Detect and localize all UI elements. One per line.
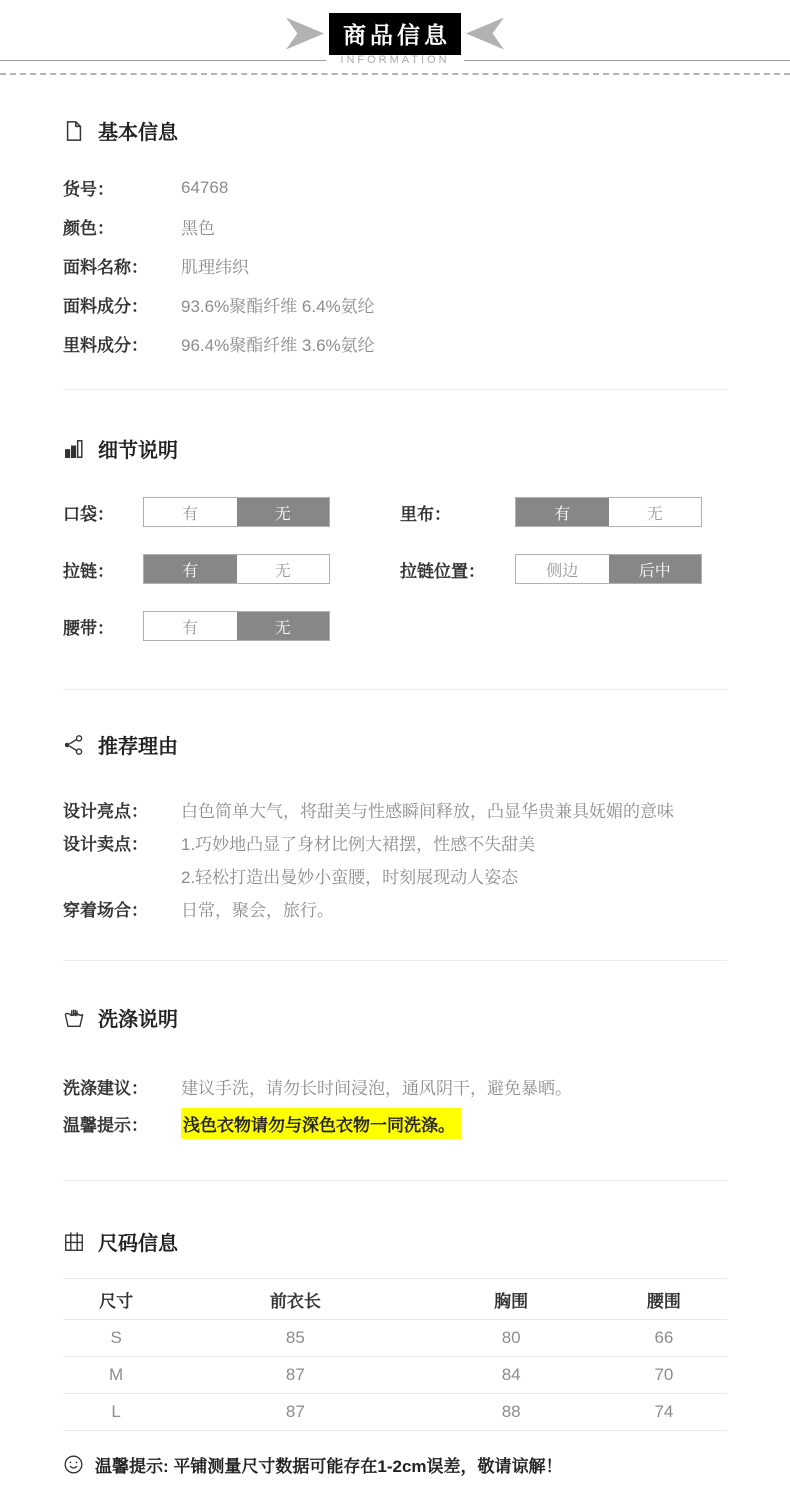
recommend-label: 设计亮点： <box>63 802 148 821</box>
section-recommend <box>63 730 727 927</box>
field-label: 里料成分： <box>63 336 148 355</box>
size-note-text: 温馨提示: 平铺测量尺寸数据可能存在1-2cm误差，敬请谅解！ <box>95 1457 563 1476</box>
header-subtitle: INFORMATION <box>340 54 450 66</box>
recommend-label: 穿着场合： <box>63 901 148 920</box>
subtitle-right-rule <box>464 60 790 61</box>
toggle-option-no[interactable]: 无 <box>237 612 330 640</box>
section-basic-info <box>63 116 727 363</box>
toggle-option-back-center[interactable]: 后中 <box>609 555 702 583</box>
recommend-row-highlight <box>63 795 727 828</box>
size-table-cell: S <box>63 1320 169 1357</box>
field-row-lining-composition <box>63 324 727 363</box>
field-label: 面料成分： <box>63 297 148 316</box>
field-row-color <box>63 207 727 246</box>
section-divider <box>63 389 727 390</box>
field-value: 黑色 <box>181 219 215 238</box>
zipper-position-toggle <box>515 554 702 584</box>
ribbon-right-icon <box>466 18 504 50</box>
toggle-label: 拉链位置： <box>400 561 485 581</box>
calendar-icon <box>63 1231 85 1253</box>
size-table-cell: 80 <box>422 1320 601 1357</box>
toggle-option-yes[interactable]: 有 <box>144 555 237 583</box>
field-row-fabric-name <box>63 246 727 285</box>
field-row-item-no <box>63 168 727 207</box>
ribbon-left-icon <box>286 18 324 50</box>
field-value: 93.6%聚酯纤维 6.4%氨纶 <box>181 297 375 316</box>
recommend-text <box>181 894 727 927</box>
handwash-icon <box>63 1007 85 1029</box>
size-table-header: 胸围 <box>422 1279 601 1320</box>
section-divider <box>63 960 727 961</box>
product-info-ribbon <box>0 15 790 52</box>
product-detail-content <box>0 116 790 1477</box>
size-table-row-s <box>63 1320 727 1357</box>
size-table-cell: 88 <box>422 1394 601 1431</box>
basic-info-title-text: 基本信息 <box>98 122 178 144</box>
toggle-option-yes[interactable]: 有 <box>144 498 237 526</box>
toggle-option-no[interactable]: 无 <box>237 498 330 526</box>
size-table-cell: 87 <box>169 1394 421 1431</box>
washing-tip-row <box>63 1105 727 1142</box>
belt-toggle <box>143 611 330 641</box>
recommend-line: 2.轻松打造出曼妙小蛮腰，时刻展现动人姿态 <box>181 868 519 887</box>
section-washing <box>63 1003 727 1142</box>
page-title: 商品信息 <box>329 13 461 55</box>
toggle-cell-lining <box>400 497 702 527</box>
washing-tip-highlight: 浅色衣物请勿与深色衣物一同洗涤。 <box>181 1108 461 1139</box>
toggle-option-no[interactable]: 无 <box>237 555 330 583</box>
details-title <box>63 434 727 463</box>
toggle-cell-zipper <box>63 554 400 584</box>
smiley-icon <box>63 1454 84 1475</box>
size-table-header: 腰围 <box>601 1279 727 1320</box>
toggle-cell-belt <box>63 611 400 641</box>
washing-label: 洗涤建议： <box>63 1079 148 1098</box>
field-label: 货号： <box>63 180 114 199</box>
details-title-text: 细节说明 <box>98 440 178 462</box>
pocket-toggle <box>143 497 330 527</box>
dashed-divider <box>0 73 790 75</box>
toggle-row <box>63 554 727 584</box>
size-table-cell: 85 <box>169 1320 421 1357</box>
recommend-title <box>63 730 727 759</box>
size-info-title <box>63 1227 727 1256</box>
toggle-option-yes[interactable]: 有 <box>516 498 609 526</box>
size-table-header-row <box>63 1279 727 1320</box>
section-size-info <box>63 1227 727 1477</box>
washing-tip-label: 温馨提示： <box>63 1116 148 1135</box>
size-table-row-m <box>63 1357 727 1394</box>
size-table-cell: M <box>63 1357 169 1394</box>
zipper-toggle <box>143 554 330 584</box>
size-table-cell: 84 <box>422 1357 601 1394</box>
size-table-cell: L <box>63 1394 169 1431</box>
toggle-label: 里布： <box>400 504 451 524</box>
bar-chart-icon <box>63 438 85 460</box>
toggle-row <box>63 497 727 527</box>
section-divider <box>63 1180 727 1181</box>
size-table-header: 前衣长 <box>169 1279 421 1320</box>
toggle-option-side[interactable]: 侧边 <box>516 555 609 583</box>
field-value: 肌理纬织 <box>181 258 249 277</box>
size-table-cell: 66 <box>601 1320 727 1357</box>
recommend-row-occasion <box>63 894 727 927</box>
recommend-line: 日常，聚会，旅行。 <box>181 901 334 920</box>
document-icon <box>63 120 85 142</box>
toggle-cell-zipper-position <box>400 554 702 584</box>
size-table-row-l <box>63 1394 727 1431</box>
field-value: 96.4%聚酯纤维 3.6%氨纶 <box>181 336 375 355</box>
field-label: 颜色： <box>63 219 114 238</box>
page-header <box>0 15 790 75</box>
toggle-option-no[interactable]: 无 <box>609 498 702 526</box>
basic-info-fields <box>63 168 727 363</box>
recommend-line: 1.巧妙地凸显了身材比例大裙摆，性感不失甜美 <box>181 835 536 854</box>
field-label: 面料名称： <box>63 258 148 277</box>
toggle-label: 腰带： <box>63 618 114 638</box>
size-table-cell: 70 <box>601 1357 727 1394</box>
size-info-title-text: 尺码信息 <box>98 1233 178 1255</box>
washing-title-text: 洗涤说明 <box>98 1009 178 1031</box>
size-note-row <box>63 1452 727 1477</box>
basic-info-title <box>63 116 727 145</box>
recommend-rows <box>63 795 727 927</box>
recommend-text <box>181 795 727 828</box>
size-table-cell: 87 <box>169 1357 421 1394</box>
toggle-label: 拉链： <box>63 561 114 581</box>
size-table-cell: 74 <box>601 1394 727 1431</box>
share-icon <box>63 734 85 756</box>
washing-title <box>63 1003 727 1032</box>
size-table-header: 尺寸 <box>63 1279 169 1320</box>
recommend-title-text: 推荐理由 <box>98 736 178 758</box>
section-details <box>63 434 727 641</box>
details-toggle-rows <box>63 497 727 641</box>
field-row-fabric-composition <box>63 285 727 324</box>
toggle-cell-pocket <box>63 497 400 527</box>
washing-suggestion-text: 建议手洗，请勿长时间浸泡，通风阴干，避免暴晒。 <box>181 1079 572 1098</box>
header-subtitle-row <box>0 54 790 66</box>
recommend-text <box>181 828 727 894</box>
recommend-label: 设计卖点： <box>63 835 148 854</box>
subtitle-left-rule <box>0 60 326 61</box>
lining-toggle <box>515 497 702 527</box>
washing-suggestion-row <box>63 1068 727 1105</box>
size-table <box>63 1278 727 1431</box>
field-value: 64768 <box>181 177 229 197</box>
toggle-option-yes[interactable]: 有 <box>144 612 237 640</box>
recommend-line: 白色简单大气，将甜美与性感瞬间释放，凸显华贵兼具妩媚的意味 <box>181 802 674 821</box>
toggle-row <box>63 611 727 641</box>
washing-rows <box>63 1068 727 1142</box>
section-divider <box>63 689 727 690</box>
toggle-label: 口袋： <box>63 504 114 524</box>
recommend-row-selling-point <box>63 828 727 894</box>
